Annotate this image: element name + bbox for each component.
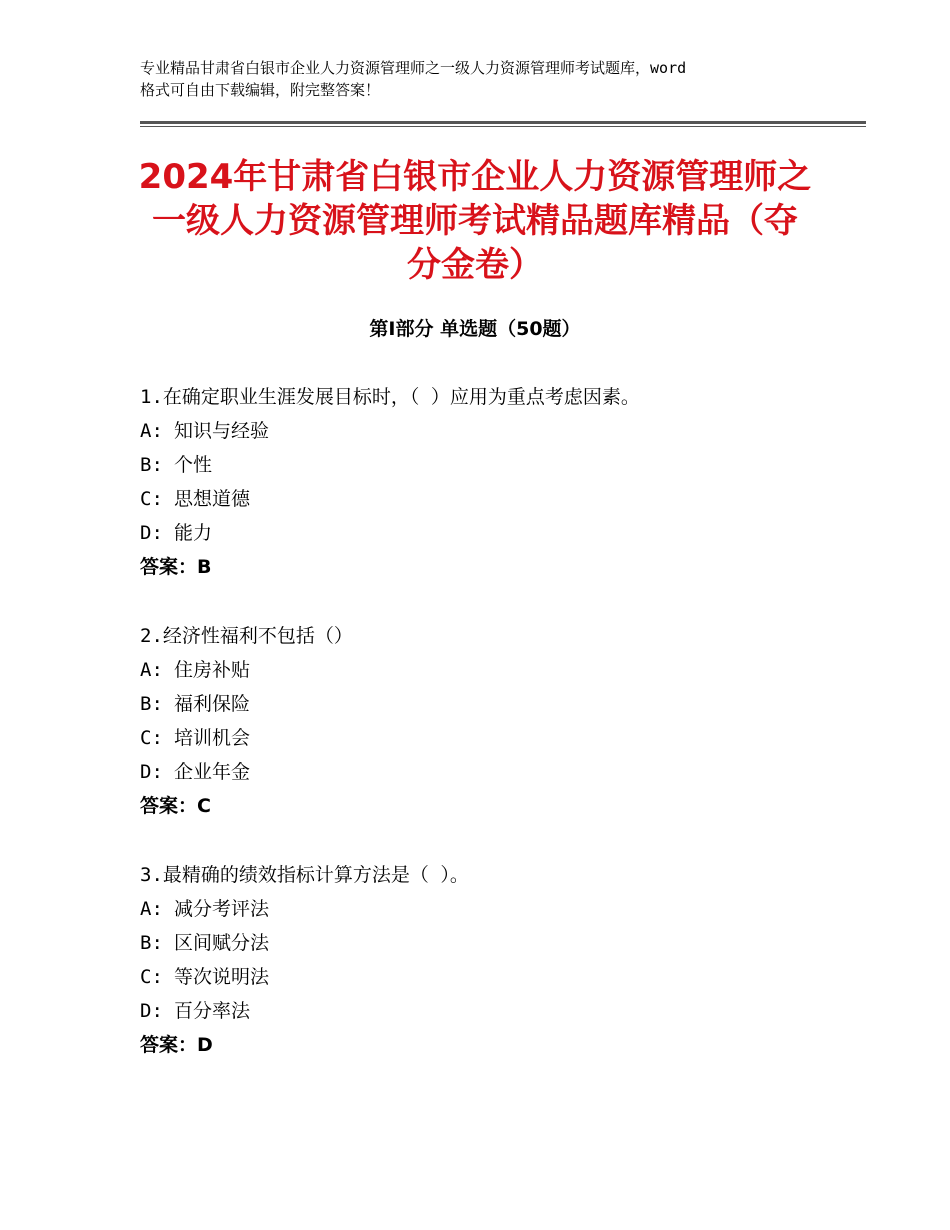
option-b	[140, 690, 860, 724]
option-text: 知识与经验	[174, 420, 270, 442]
option-key: B:	[140, 932, 163, 954]
document-title-line-3: 分金卷）	[407, 245, 543, 285]
option-text: 住房补贴	[174, 659, 251, 681]
option-key: D:	[140, 1000, 163, 1022]
document-title-line-2: 一级人力资源管理师考试精品题库精品（夺	[152, 201, 798, 241]
option-a	[140, 417, 860, 451]
option-key: A:	[140, 659, 163, 681]
option-d	[140, 758, 860, 792]
option-text: 思想道德	[174, 488, 251, 510]
option-c	[140, 963, 860, 997]
option-text: 等次说明法	[174, 966, 270, 988]
option-text: 培训机会	[174, 727, 251, 749]
option-d	[140, 519, 860, 553]
option-b	[140, 929, 860, 963]
option-text: 企业年金	[174, 761, 251, 783]
option-key: D:	[140, 761, 163, 783]
question-1	[140, 383, 860, 587]
option-key: B:	[140, 454, 163, 476]
option-key: A:	[140, 898, 163, 920]
option-key: C:	[140, 488, 163, 510]
header-note-line-2: 格式可自由下载编辑，附完整答案！	[140, 81, 381, 99]
answer-label: 答案：C	[140, 795, 211, 817]
option-key: B:	[140, 693, 163, 715]
question-stem: 2.经济性福利不包括（）	[140, 625, 353, 647]
answer-label: 答案：B	[140, 556, 212, 578]
question-3	[140, 861, 860, 1065]
option-key: C:	[140, 966, 163, 988]
question-2	[140, 622, 860, 826]
question-stem: 1.在确定职业生涯发展目标时，（ ）应用为重点考虑因素。	[140, 386, 640, 408]
option-b	[140, 451, 860, 485]
option-a	[140, 656, 860, 690]
option-a	[140, 895, 860, 929]
header-divider-thin	[140, 126, 866, 127]
section-heading: 第Ⅰ部分 单选题（50题）	[369, 318, 581, 340]
option-c	[140, 485, 860, 519]
option-d	[140, 997, 860, 1031]
document-title-line-1: 2024年甘肃省白银市企业人力资源管理师之	[138, 157, 812, 197]
option-key: D:	[140, 522, 163, 544]
header-note-line-1: 专业精品甘肃省白银市企业人力资源管理师之一级人力资源管理师考试题库，word	[140, 59, 687, 77]
question-stem: 3.最精确的绩效指标计算方法是（ ）。	[140, 864, 469, 886]
option-text: 区间赋分法	[174, 932, 270, 954]
option-text: 个性	[174, 454, 213, 476]
option-text: 能力	[174, 522, 213, 544]
option-key: A:	[140, 420, 163, 442]
answer-label: 答案：D	[140, 1034, 213, 1056]
option-c	[140, 724, 860, 758]
option-key: C:	[140, 727, 163, 749]
header-divider-thick	[140, 121, 866, 124]
option-text: 减分考评法	[174, 898, 270, 920]
header-note	[140, 57, 830, 101]
option-text: 福利保险	[174, 693, 251, 715]
document-title	[130, 155, 820, 287]
option-text: 百分率法	[174, 1000, 251, 1022]
